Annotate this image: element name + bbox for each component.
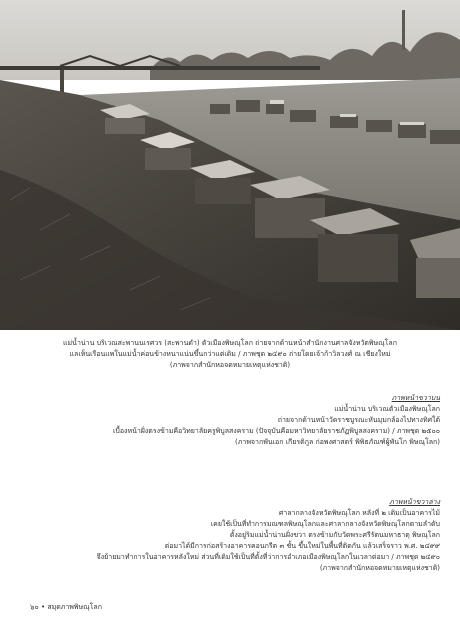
caption-line: แลเห็นเรือนแพในแม่น้ำค่อนข้างหนาแน่นขึ้นกว่าแต่เดิม / ภาพชุด ๒๔๙๐ ถ่ายโดยเจ้าก้าวิลวงศ์ ณ เชียงใหม่: [69, 350, 391, 358]
caption-line: เบื้องหน้าฝั่งตรงข้ามคือวิทยาลัยครูพิบูลสงคราม (ปัจจุบันคือมหาวิทยาลัยราชภัฏพิบูลสงคราม) / ภาพชุด ๒๕๐๐: [113, 427, 440, 435]
upper-right-caption: [113, 393, 440, 448]
caption-line: ศาลากลางจังหวัดพิษณุโลก หลังที่ ๒ เดิมเป็นอาคารไม้: [278, 509, 440, 517]
caption-line: แม่น้ำน่าน บริเวณสะพานนเรศวร (สะพานดำ) ตัวเมืองพิษณุโลก ถ่ายจากด้านหน้าสำนักงานศาลจังหวัดพิษณุโลก: [63, 339, 397, 347]
footer-bullet: •: [40, 603, 46, 611]
caption-line: (ภาพจากสำนักหอจดหมายเหตุแห่งชาติ): [169, 361, 291, 369]
caption-line: จึงย้ายมาทำการในอาคารหลังใหม่ ส่วนที่เดิมใช้เป็นที่ตั้งที่ว่าการอำเภอเมืองพิษณุโลกในเวลาต่อมา / ภาพชุด ๒๔๙๐: [96, 553, 440, 561]
caption-line: ต่อมาได้มีการก่อสร้างอาคารคอนกรีต ๓ ชั้น ขึ้นใหม่ในพื้นที่ติดกัน แล้วเสร็จราว พ.ศ. ๒๔๙๙: [164, 542, 440, 550]
main-photo-caption: [18, 338, 442, 371]
caption-heading: ภาพหน้าขวาบน: [391, 394, 440, 402]
caption-heading: ภาพหน้าขวาล่าง: [389, 498, 440, 506]
page-number: ๖๐: [30, 603, 39, 611]
page-footer: [30, 602, 102, 613]
caption-line: ถ่ายจากด้านหน้าวัดราชบูรณะหันมุมกล้องไปทางทิศใต้: [277, 416, 440, 424]
lower-right-caption: [97, 497, 440, 574]
book-title: สมุดภาพพิษณุโลก: [47, 603, 102, 611]
caption-line: (ภาพจากสำนักหอจดหมายเหตุแห่งชาติ): [319, 564, 440, 572]
caption-line: ตั้งอยู่ริมแม่น้ำน่านฝั่งขวา ตรงข้ามกับวัดพระศรีรัตนมหาธาตุ พิษณุโลก: [229, 531, 440, 539]
caption-line: เคยใช้เป็นที่ทำการมณฑลพิษณุโลกและศาลากลางจังหวัดพิษณุโลกตามลำดับ: [210, 520, 440, 528]
caption-line: (ภาพจากพันเอก เกียรติกูล ก่อพงศาสตร์ พิพิธภัณฑ์ผู้พันโก พิษณุโลก): [235, 438, 440, 446]
caption-line: แม่น้ำน่าน บริเวณตัวเมืองพิษณุโลก: [334, 405, 440, 413]
